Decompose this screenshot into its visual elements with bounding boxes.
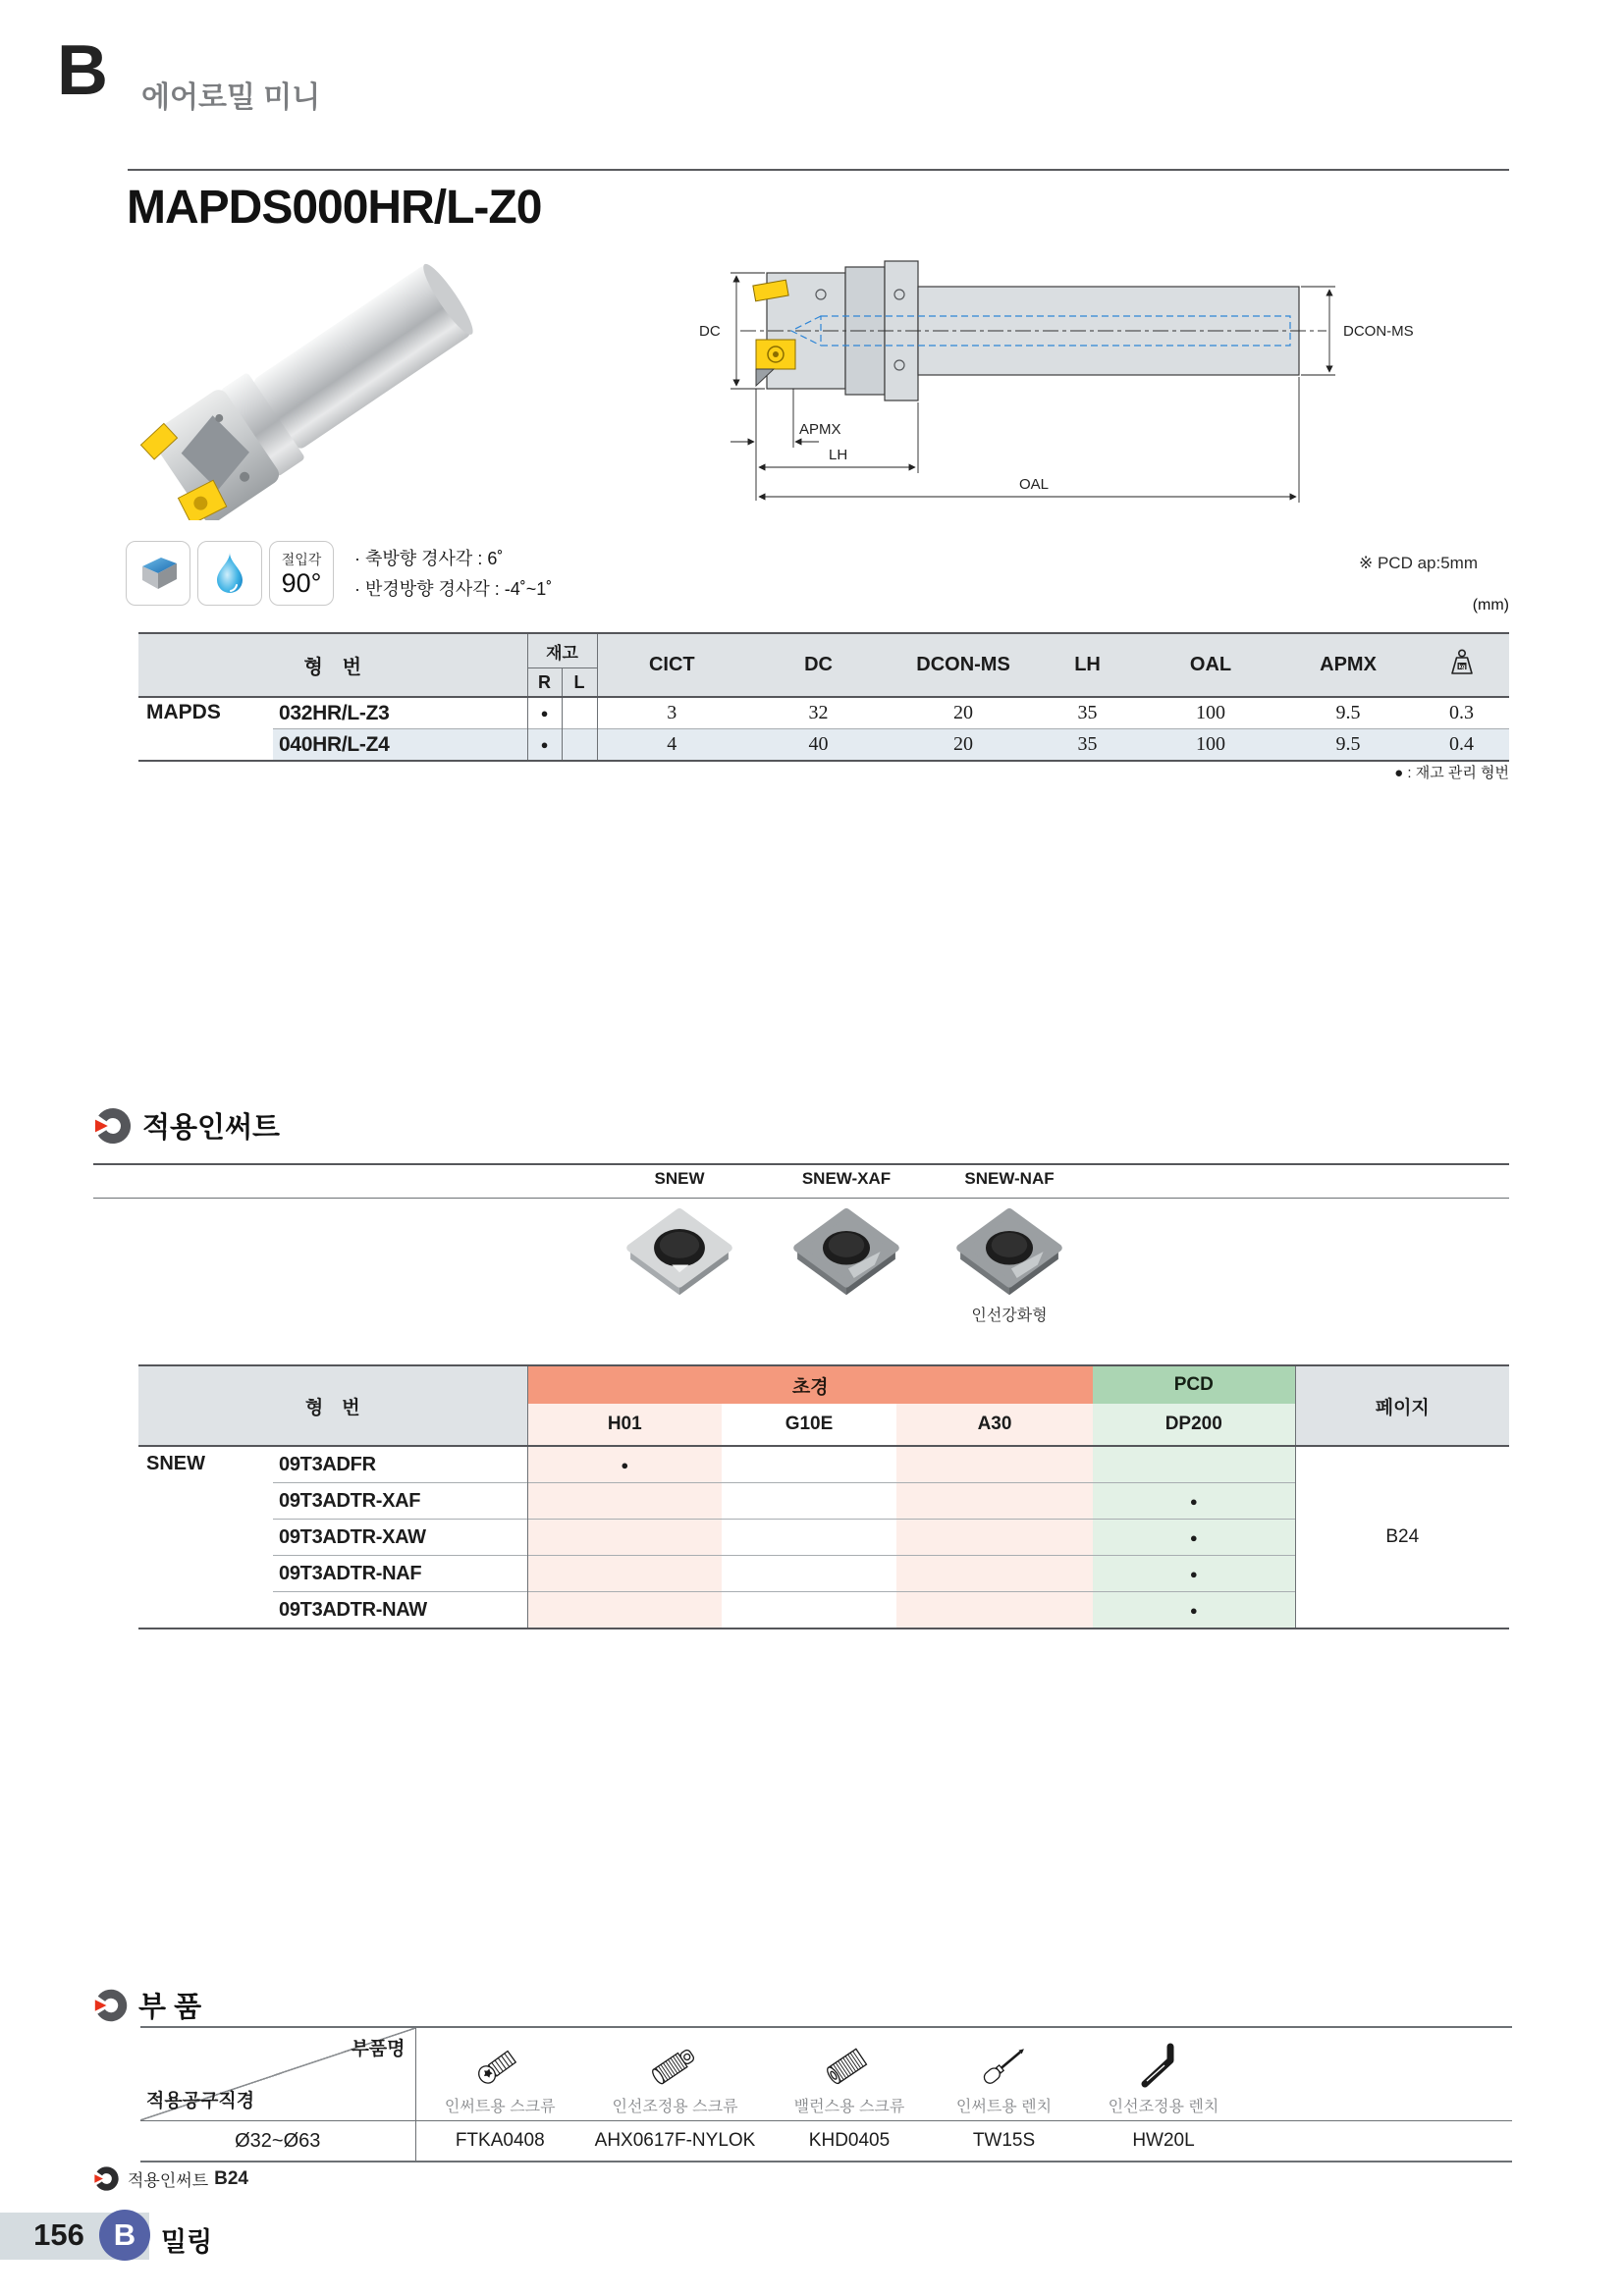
dc-value: 40: [746, 729, 891, 762]
product-title: MAPDS000HR/L-Z0: [127, 182, 542, 234]
dcon-ms-label: DCON-MS: [1343, 323, 1414, 340]
table-row: [138, 729, 1509, 762]
stock-l-dot: [562, 697, 597, 729]
h01-dot: [527, 1592, 722, 1629]
coolant-droplet-icon: [197, 541, 262, 606]
g10e-dot: [722, 1592, 896, 1629]
cict-value: 3: [597, 697, 746, 729]
dp200-dot: [1093, 1446, 1295, 1483]
stock-l-dot: [562, 729, 597, 762]
tool-diameter-range: Ø32~Ø63: [140, 2121, 415, 2163]
apmx-label: APMX: [799, 421, 841, 438]
oal-value: 100: [1139, 697, 1282, 729]
footnote-bullet-icon: [93, 2165, 120, 2192]
h01-dot: ●: [527, 1446, 722, 1483]
parts-code-row: [140, 2121, 1512, 2163]
model-prefix: MAPDS: [138, 697, 273, 761]
insert-name-snew-naf: SNEW-NAF: [964, 1169, 1055, 1188]
dp200-dot: ●: [1093, 1520, 1295, 1556]
h01-dot: [527, 1520, 722, 1556]
section-rule: [93, 1163, 1509, 1165]
section-title: 에어로밀 미니: [141, 81, 321, 114]
section-letter: B: [57, 31, 108, 110]
stock-r-dot: ●: [527, 697, 562, 729]
part-column: [766, 2027, 933, 2121]
insert-col-header-model: 형 번: [138, 1365, 527, 1446]
col-header-lh: LH: [1036, 633, 1139, 697]
grade-header-a30: A30: [896, 1404, 1093, 1446]
col-header-stock-r: R: [527, 668, 562, 698]
strengthened-edge-note: 인선강화형: [971, 1308, 1048, 1324]
lh-label: LH: [829, 447, 848, 463]
part-code: HW20L: [1075, 2121, 1252, 2163]
parts-header-diagonal: [140, 2027, 415, 2121]
cutting-angle-badge: [269, 541, 334, 606]
weight-kg-icon: [1445, 649, 1479, 675]
insert-row: [138, 1446, 1509, 1483]
footer-section-letter: B: [113, 2217, 136, 2252]
insert-wrench-icon: [933, 2037, 1075, 2094]
inserts-section-header: [93, 1105, 280, 1146]
dc-label: DC: [699, 323, 721, 340]
edge-adjust-wrench-icon: [1075, 2037, 1252, 2094]
part-label: 인써트용 스크류: [444, 2099, 556, 2115]
a30-dot: [896, 1446, 1093, 1483]
dp200-dot: ●: [1093, 1556, 1295, 1592]
col-header-weight: [1414, 633, 1509, 697]
insert-name-snew: SNEW: [654, 1169, 705, 1188]
col-header-cict: CICT: [597, 633, 746, 697]
lh-value: 35: [1036, 697, 1139, 729]
dp200-dot: ●: [1093, 1483, 1295, 1520]
snew-xaf-insert-image: [789, 1206, 903, 1301]
col-header-stock: 재고: [527, 633, 597, 668]
insert-screw-icon: [416, 2037, 585, 2094]
carbide-group-header: 초경: [527, 1365, 1093, 1404]
cutting-angle-value: 90°: [281, 568, 322, 598]
g10e-dot: [722, 1556, 896, 1592]
insert-model: 09T3ADTR-XAW: [273, 1520, 527, 1556]
section-rule-thin: [93, 1198, 1509, 1199]
dimension-diagram-drawing: [674, 255, 1506, 510]
dc-value: 32: [746, 697, 891, 729]
part-code: KHD0405: [766, 2121, 933, 2163]
dp200-dot: ●: [1093, 1592, 1295, 1629]
applicable-insert-footnote: [93, 2165, 248, 2192]
footer-category-label: 밀링: [161, 2227, 213, 2257]
cict-value: 4: [597, 729, 746, 762]
insert-model: 09T3ADTR-XAF: [273, 1483, 527, 1520]
tool-diameter-header: 적용공구직경: [146, 2091, 255, 2111]
radial-rake-note: · 반경방향 경사각 : -4˚~1˚: [354, 579, 553, 599]
header-divider: [128, 169, 1509, 171]
g10e-dot: [722, 1483, 896, 1520]
product-photo-image: [128, 253, 496, 520]
a30-dot: [896, 1556, 1093, 1592]
part-name-header: 부품명: [351, 2039, 406, 2059]
snew-insert-image: [623, 1206, 736, 1301]
product-photo: [128, 253, 496, 520]
g10e-dot: [722, 1446, 896, 1483]
unit-note: (mm): [1472, 597, 1509, 614]
oal-label: OAL: [1019, 476, 1050, 493]
table-row: [138, 697, 1509, 729]
model-number: 032HR/L-Z3: [273, 697, 527, 729]
part-label: 밸런스용 스크류: [793, 2099, 905, 2115]
page-number: 156: [33, 2217, 84, 2252]
h01-dot: [527, 1483, 722, 1520]
pcd-group-header: PCD: [1093, 1365, 1295, 1404]
part-column: [933, 2027, 1075, 2121]
insert-model: 09T3ADTR-NAF: [273, 1556, 527, 1592]
snew-naf-insert-image: [952, 1206, 1066, 1301]
axial-rake-note: · 축방향 경사각 : 6˚: [354, 549, 504, 568]
insert-table: [138, 1364, 1509, 1629]
workpiece-material-icon: [126, 541, 190, 606]
footnote-label: 적용인써트: [128, 2171, 209, 2190]
insert-model: 09T3ADTR-NAW: [273, 1592, 527, 1629]
apmx-value: 9.5: [1282, 697, 1414, 729]
a30-dot: [896, 1520, 1093, 1556]
spec-notes: [354, 541, 552, 605]
grade-header-dp200: DP200: [1093, 1404, 1295, 1446]
part-label: 인선조정용 스크류: [612, 2099, 738, 2115]
h01-dot: [527, 1556, 722, 1592]
part-column: [415, 2027, 584, 2121]
stock-r-dot: ●: [527, 729, 562, 762]
col-header-model: 형 번: [138, 633, 527, 697]
stock-legend-note: ● : 재고 관리 형번: [1394, 765, 1509, 781]
a30-dot: [896, 1483, 1093, 1520]
col-header-apmx: APMX: [1282, 633, 1414, 697]
part-label: 인선조정용 렌치: [1108, 2099, 1219, 2115]
part-column: [1075, 2027, 1252, 2121]
part-column: [584, 2027, 766, 2121]
lh-value: 35: [1036, 729, 1139, 762]
dimension-diagram: [674, 255, 1506, 510]
a30-dot: [896, 1592, 1093, 1629]
part-label: 인써트용 렌치: [955, 2099, 1053, 2115]
part-code: AHX0617F-NYLOK: [584, 2121, 766, 2163]
model-number: 040HR/L-Z4: [273, 729, 527, 762]
page-col-header: 페이지: [1295, 1365, 1509, 1446]
pcd-note: ※ PCD ap:5mm: [1359, 554, 1478, 572]
cutting-angle-label: 절입각: [281, 552, 322, 567]
balance-screw-icon: [766, 2037, 933, 2094]
insert-model: 09T3ADFR: [273, 1446, 527, 1483]
apmx-value: 9.5: [1282, 729, 1414, 762]
inserts-section-title: 적용인써트: [142, 1112, 281, 1144]
weight-value: 0.4: [1414, 729, 1509, 762]
spec-icon-row: [126, 541, 552, 606]
parts-table: [140, 2026, 1512, 2163]
col-header-dcon-ms: DCON-MS: [891, 633, 1036, 697]
g10e-dot: [722, 1520, 896, 1556]
svg-text:kg: kg: [1458, 665, 1466, 670]
col-header-stock-l: L: [562, 668, 597, 698]
oal-value: 100: [1139, 729, 1282, 762]
section-bullet-icon: [93, 1106, 133, 1146]
dcon-ms-value: 20: [891, 697, 1036, 729]
footnote-page-ref: B24: [214, 2167, 248, 2189]
parts-filler: [1252, 2121, 1512, 2163]
weight-value: 0.3: [1414, 697, 1509, 729]
part-code: TW15S: [933, 2121, 1075, 2163]
footer-section-badge: [99, 2210, 150, 2261]
edge-adjust-screw-icon: [584, 2037, 766, 2094]
col-header-dc: DC: [746, 633, 891, 697]
parts-filler: [1252, 2027, 1512, 2121]
insert-name-snew-xaf: SNEW-XAF: [801, 1169, 892, 1188]
col-header-oal: OAL: [1139, 633, 1282, 697]
page-reference: B24: [1295, 1446, 1509, 1629]
section-bullet-icon: [93, 1988, 129, 2023]
parts-section-title: 부 품: [138, 1992, 202, 2023]
parts-section-header: [93, 1985, 201, 2025]
grade-header-g10e: G10E: [785, 1414, 834, 1434]
parts-header-row: [140, 2027, 1512, 2121]
insert-prefix: SNEW: [138, 1446, 273, 1629]
spec-table: [138, 632, 1509, 762]
grade-header-h01: H01: [527, 1404, 722, 1446]
dcon-ms-value: 20: [891, 729, 1036, 762]
part-code: FTKA0408: [415, 2121, 584, 2163]
